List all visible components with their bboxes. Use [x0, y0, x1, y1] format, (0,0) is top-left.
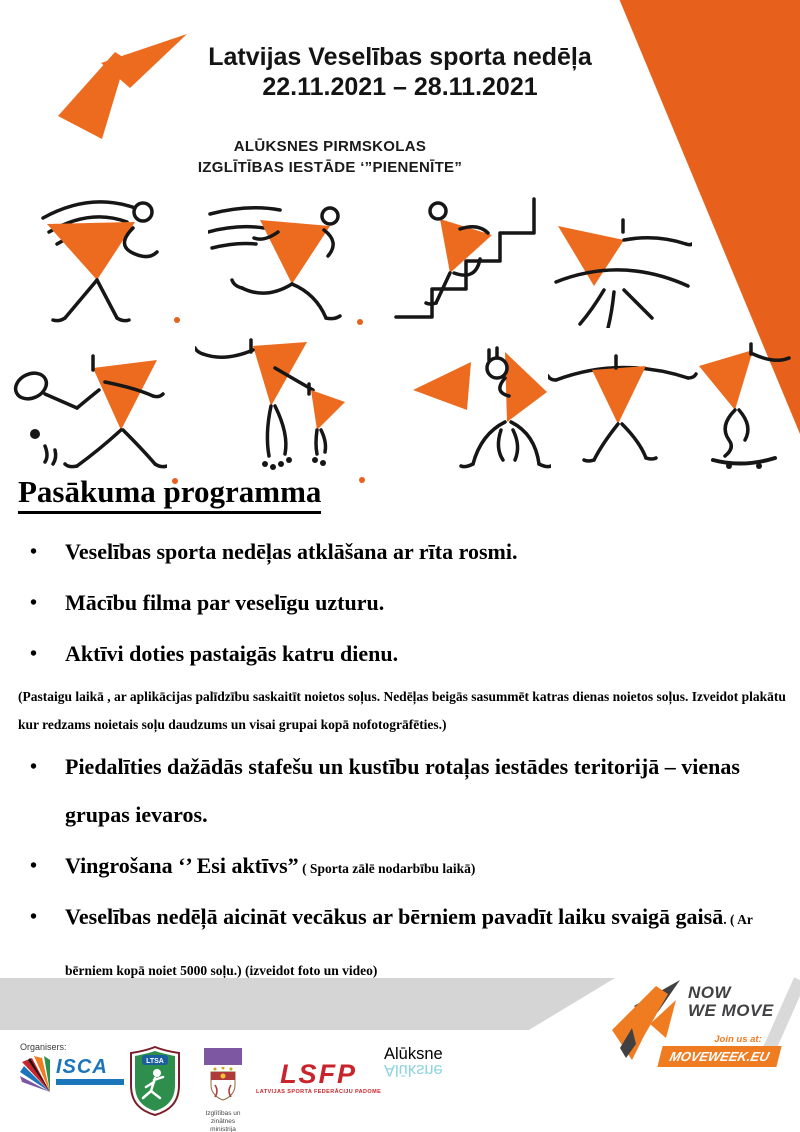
orange-dot-decoration: [174, 317, 180, 323]
program-item-5-label: Vingrošana ‘’ Esi aktīvs”: [65, 853, 299, 878]
nowwemove-wordmark: [688, 984, 774, 1020]
gymnast-figure-icon: [552, 198, 692, 328]
izm-label: Izglītības un zinātnes ministrija: [205, 1110, 241, 1132]
ltsa-shield-icon: [127, 1045, 183, 1117]
isca-logo: [20, 1056, 124, 1098]
svg-text:LTSA: LTSA: [146, 1058, 164, 1065]
program-heading: Pasākuma programma: [18, 474, 321, 514]
aluksne-logo: [384, 1046, 443, 1078]
izm-logo: [194, 1048, 252, 1132]
moveweek-url: MOVEWEEK.EU: [657, 1046, 781, 1067]
lsfp-wordmark: LSFP: [280, 1059, 358, 1089]
aluksne-wordmark: Alūksne: [384, 1045, 443, 1063]
ltsa-logo: [127, 1045, 183, 1122]
program-item-2-label: Mācību filma par veselīgu uzturu.: [65, 590, 385, 615]
program-item-3-label: Aktīvi doties pastaigās katru dienu.: [65, 641, 399, 666]
program-item-1: [18, 528, 775, 579]
roller-skaters-figure-icon: [195, 338, 347, 478]
tennis-player-figure-icon: [5, 338, 167, 476]
walking-note: (Pastaigu laikā , ar aplikācijas palīdzību saskaitīt noietos soļus. Nedēļas beigās sasummēt katras dienas noietos soļus. Izveidot plakātu kur redzams noietais soļu daudzums un visai grupai kopā nofotogrāfēties.): [18, 689, 786, 732]
orange-dot-decoration: [357, 319, 363, 325]
discus-thrower-figure-icon: [35, 180, 185, 325]
isca-burst-icon: [20, 1056, 54, 1098]
program-item-4-label: Piedalīties dažādās stafešu un kustību rotaļas iestādes teritorijā – vienas grupas ievaros.: [65, 754, 740, 827]
program-item-3: [18, 630, 775, 681]
event-dates: 22.11.2021 – 28.11.2021: [262, 73, 538, 101]
event-title: [120, 42, 680, 102]
aluksne-reflection: Alūksne: [384, 1061, 443, 1079]
organisers-label: Organisers:: [20, 1042, 67, 1052]
izm-purple-flag: [204, 1048, 242, 1065]
boxer-figure-icon: [413, 338, 551, 478]
nowwemove-line2: WE MOVE: [688, 1001, 774, 1020]
isca-wordmark: ISCA: [56, 1056, 108, 1078]
organisation-name: [90, 136, 570, 178]
program-item-2: [18, 579, 775, 630]
program-item-5-note: ( Sporta zālē nodarbību laikā): [298, 861, 476, 876]
event-title-line1: Latvijas Veselības sporta nedēļa: [208, 43, 592, 71]
izm-coat-of-arms-icon: [203, 1067, 243, 1103]
program-item-1-label: Veselības sporta nedēļas atklāšana ar rīta rosmi.: [65, 539, 518, 564]
isca-bar-decoration: [56, 1079, 124, 1085]
join-us-label: Join us at:: [714, 1034, 762, 1045]
stair-climber-figure-icon: [388, 185, 538, 325]
program-item-4: [18, 743, 775, 842]
lsfp-tagline: LATVIJAS SPORTA FEDERĀCIJU PADOME: [256, 1089, 382, 1095]
nowwemove-line1: NOW: [688, 983, 732, 1002]
program-item-6-note: . ( Ar bērniem kopā noiet 5000 soļu.) (izveidot foto un video): [65, 912, 753, 978]
organisation-line2: IZGLĪTĪBAS IESTĀDE ‘”PIENENĪTE”: [197, 159, 463, 176]
program-section: [18, 474, 788, 995]
runner-figure-icon: [208, 192, 353, 322]
dancer-figure-icon: [548, 338, 698, 473]
footer-gray-band: [0, 978, 615, 1030]
program-item-6-label: Veselības nedēļā aicināt vecākus ar bērniem pavadīt laiku svaigā gaisā: [65, 904, 724, 929]
skateboarder-figure-icon: [695, 342, 797, 472]
organisation-line1: ALŪKSNES PIRMSKOLAS: [233, 138, 427, 155]
lsfp-logo: [256, 1060, 381, 1095]
program-item-5: [18, 842, 775, 893]
